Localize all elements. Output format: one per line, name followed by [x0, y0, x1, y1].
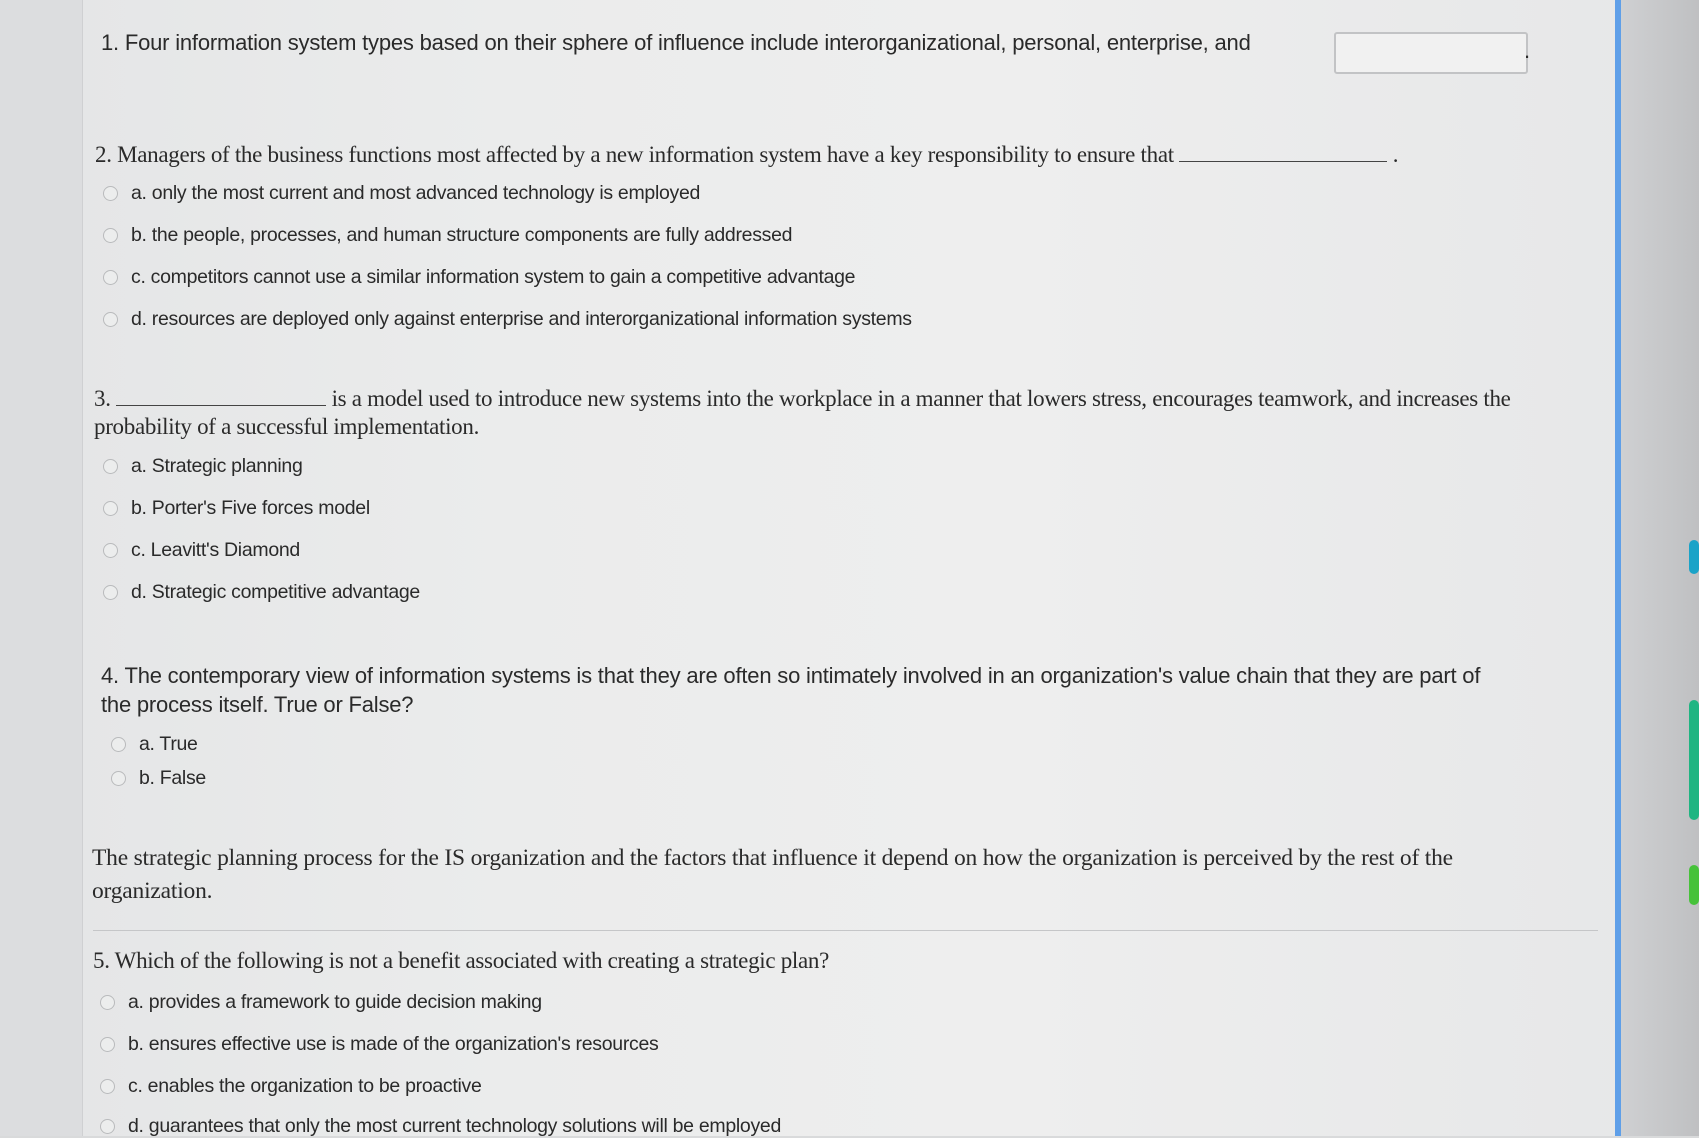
- q3-stem-line2: [94, 414, 479, 440]
- q4-stem-text-2: the process itself. True or False?: [101, 692, 414, 717]
- q3-option-a-label: a. Strategic planning: [131, 455, 303, 477]
- q2-blank: [1179, 161, 1387, 162]
- q3-blank: [116, 405, 326, 406]
- q4-option-a-label: a. True: [139, 733, 198, 755]
- passage-text: The strategic planning process for the IS organization and the factors that influence it depend on how the organization is perceived by the rest of the: [92, 845, 1453, 871]
- q2-option-b[interactable]: [103, 224, 792, 247]
- q5-stem-text: 5. Which of the following is not a benefit associated with creating a strategic plan?: [93, 948, 830, 973]
- q1-stem: [101, 30, 1251, 56]
- edge-accent-green: [1689, 700, 1699, 820]
- q3-option-d-label: d. Strategic competitive advantage: [131, 581, 420, 603]
- edge-accent-green-2: [1689, 865, 1699, 905]
- radio-button[interactable]: [100, 1119, 115, 1134]
- q2-option-a-label: a. only the most current and most advanced technology is employed: [131, 182, 701, 204]
- q3-option-a[interactable]: [103, 455, 303, 478]
- q5-stem: [93, 948, 829, 974]
- q4-stem-line1: [101, 663, 1480, 689]
- q2-option-c-label: c. competitors cannot use a similar information system to gain a competitive advantage: [131, 266, 856, 288]
- q1-end: .: [1524, 38, 1530, 63]
- q2-option-d[interactable]: [103, 308, 912, 331]
- edge-accent-blue: [1689, 540, 1699, 574]
- radio-button[interactable]: [103, 501, 118, 516]
- q3-option-b-label: b. Porter's Five forces model: [131, 497, 370, 519]
- radio-button[interactable]: [103, 543, 118, 558]
- q3-stem-text-2: probability of a successful implementation.: [94, 414, 480, 439]
- q3-stem-line1: [94, 386, 1511, 412]
- radio-button[interactable]: [103, 459, 118, 474]
- q2-option-b-label: b. the people, processes, and human structure components are fully addressed: [131, 224, 793, 246]
- radio-button[interactable]: [111, 771, 126, 786]
- radio-button[interactable]: [103, 186, 118, 201]
- radio-button[interactable]: [103, 270, 118, 285]
- q3-stem-text: is a model used to introduce new systems into the workplace in a manner that lowers stress, encourages teamwork, and increases the: [331, 386, 1511, 411]
- q5-option-c-label: c. enables the organization to be proactive: [128, 1075, 482, 1097]
- radio-button[interactable]: [100, 1079, 115, 1094]
- q5-option-b-label: b. ensures effective use is made of the organization's resources: [128, 1033, 659, 1055]
- q4-option-b-label: b. False: [139, 767, 206, 789]
- q3-option-c[interactable]: [103, 539, 300, 562]
- radio-button[interactable]: [103, 585, 118, 600]
- q5-option-c[interactable]: [100, 1075, 482, 1098]
- q5-option-a[interactable]: [100, 991, 542, 1014]
- left-margin: [0, 0, 83, 1136]
- q2-option-d-label: d. resources are deployed only against enterprise and interorganizational information systems: [131, 308, 912, 330]
- radio-button[interactable]: [103, 312, 118, 327]
- q5-option-a-label: a. provides a framework to guide decision making: [128, 991, 542, 1013]
- q4-option-a[interactable]: [111, 733, 198, 756]
- q3-option-b[interactable]: [103, 497, 370, 520]
- q5-option-d[interactable]: [100, 1115, 781, 1138]
- q1-text: 1. Four information system types based on their sphere of influence include interorganizational, personal, enterprise, and: [101, 30, 1251, 55]
- q4-stem-line2: [101, 692, 413, 718]
- section-divider: [93, 930, 1598, 931]
- radio-button[interactable]: [100, 995, 115, 1010]
- q4-stem-text: 4. The contemporary view of information systems is that they are often so intimately involved in an organization's value chain that they are part of: [101, 663, 1481, 688]
- q2-option-c[interactable]: [103, 266, 855, 289]
- radio-button[interactable]: [111, 737, 126, 752]
- q3-option-c-label: c. Leavitt's Diamond: [131, 539, 300, 561]
- q2-end: .: [1392, 142, 1399, 167]
- q2-stem: [95, 142, 1398, 168]
- q2-option-a[interactable]: [103, 182, 700, 205]
- q3-number: 3.: [94, 386, 111, 411]
- q5-option-b[interactable]: [100, 1033, 658, 1056]
- passage-line2: [92, 874, 212, 908]
- right-edge-strip: [1621, 0, 1699, 1136]
- radio-button[interactable]: [103, 228, 118, 243]
- passage-text-2: organization.: [92, 878, 213, 904]
- q1-answer-input[interactable]: [1334, 32, 1528, 74]
- q3-option-d[interactable]: [103, 581, 420, 604]
- radio-button[interactable]: [100, 1037, 115, 1052]
- q5-option-d-label: d. guarantees that only the most current technology solutions will be employed: [128, 1115, 781, 1137]
- q2-stem-text: 2. Managers of the business functions most affected by a new information system have a key responsibility to ensure that: [95, 142, 1174, 167]
- passage-line1: [92, 841, 1453, 875]
- q4-option-b[interactable]: [111, 767, 206, 790]
